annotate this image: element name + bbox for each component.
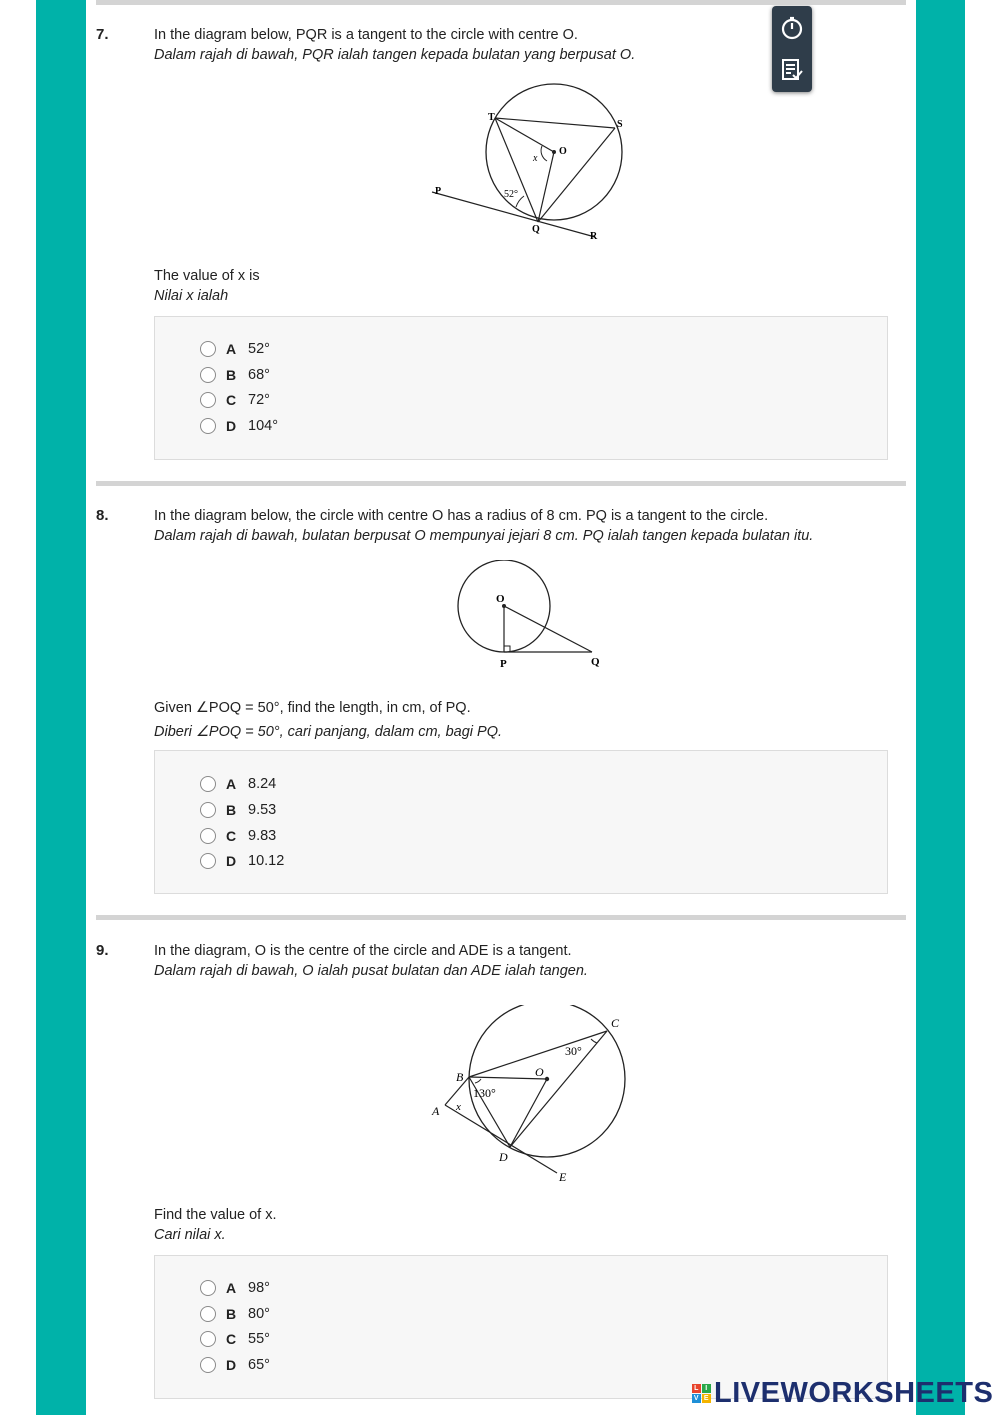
- option-d[interactable]: [200, 1354, 270, 1376]
- option-letter: A: [226, 1280, 237, 1296]
- option-letter: C: [226, 828, 237, 844]
- options-box: [154, 316, 888, 460]
- label-p: P: [500, 658, 507, 670]
- option-c[interactable]: [200, 389, 270, 411]
- option-b[interactable]: [200, 799, 276, 821]
- question-number: 9.: [96, 942, 109, 959]
- label-e: E: [559, 1170, 567, 1184]
- label-x: x: [456, 1101, 461, 1113]
- option-d[interactable]: [200, 415, 278, 437]
- badge-letter: E: [703, 1394, 710, 1402]
- options-box: [154, 750, 888, 894]
- badge-letter: I: [702, 1384, 711, 1393]
- radio-button[interactable]: [200, 392, 216, 408]
- question-text-en: In the diagram below, the circle with centre O has a radius of 8 cm. PQ is a tangent to the circle.: [154, 508, 769, 524]
- angle-c-label: 30°: [565, 1044, 582, 1058]
- radio-button[interactable]: [200, 828, 216, 844]
- option-value: 9.83: [248, 828, 277, 844]
- option-letter: D: [226, 1357, 237, 1373]
- timer-button[interactable]: [778, 14, 806, 42]
- question-text-en: In the diagram, O is the centre of the circle and ADE is a tangent.: [154, 943, 572, 959]
- logo-badge: [692, 1384, 711, 1403]
- option-a[interactable]: [200, 773, 276, 795]
- prompt-ms: Diberi ∠POQ = 50°, cari panjang, dalam cm, bagi PQ.: [154, 724, 503, 740]
- prompt-ms: Nilai x ialah: [154, 288, 229, 304]
- label-q: Q: [591, 656, 600, 668]
- option-letter: A: [226, 776, 237, 792]
- question-prompt: [154, 696, 502, 744]
- label-d: D: [499, 1150, 508, 1164]
- liveworksheets-logo[interactable]: [692, 1376, 993, 1410]
- option-value: 104°: [248, 418, 278, 434]
- submit-answers-button[interactable]: [778, 56, 806, 84]
- circle-tangent-diagram: [420, 80, 640, 245]
- option-b[interactable]: [200, 1303, 270, 1325]
- question-text: [154, 941, 588, 981]
- label-o: O: [535, 1065, 544, 1079]
- badge-letter: V: [693, 1394, 700, 1402]
- option-letter: B: [226, 802, 237, 818]
- option-letter: A: [226, 341, 237, 357]
- label-r: R: [590, 231, 598, 242]
- option-c[interactable]: [200, 825, 276, 847]
- label-s: S: [617, 119, 623, 130]
- question-text-en: In the diagram below, PQR is a tangent to the circle with centre O.: [154, 27, 578, 43]
- option-value: 52°: [248, 341, 270, 357]
- radio-button[interactable]: [200, 776, 216, 792]
- label-t: T: [488, 112, 495, 123]
- label-b: B: [456, 1070, 464, 1084]
- option-letter: D: [226, 418, 237, 434]
- checklist-icon: [779, 57, 805, 83]
- radio-button[interactable]: [200, 1331, 216, 1347]
- tangent-triangle-diagram: [425, 1005, 635, 1190]
- radio-button[interactable]: [200, 802, 216, 818]
- logo-text: LIVEWORKSHEETS: [714, 1376, 994, 1409]
- left-accent-band: [36, 0, 86, 1415]
- label-q: Q: [532, 224, 540, 235]
- option-value: 68°: [248, 367, 270, 383]
- badge-letter: L: [692, 1384, 701, 1393]
- radio-button[interactable]: [200, 367, 216, 383]
- prompt-en: The value of x is: [154, 268, 260, 284]
- right-accent-band: [916, 0, 965, 1415]
- option-b[interactable]: [200, 364, 270, 386]
- option-a[interactable]: [200, 1277, 270, 1299]
- question-divider: [96, 915, 906, 920]
- question-prompt: [154, 266, 260, 306]
- option-letter: D: [226, 853, 237, 869]
- prompt-en: Find the value of x.: [154, 1207, 277, 1223]
- question-text-ms: Dalam rajah di bawah, O ialah pusat bulatan dan ADE ialah tangen.: [154, 963, 588, 979]
- label-o: O: [559, 146, 567, 157]
- stopwatch-icon: [779, 15, 805, 41]
- question-text: [154, 506, 813, 546]
- option-value: 98°: [248, 1280, 270, 1296]
- option-value: 65°: [248, 1357, 270, 1373]
- radio-button[interactable]: [200, 1306, 216, 1322]
- floating-toolbar: [772, 6, 812, 92]
- option-letter: B: [226, 367, 237, 383]
- prompt-en: Given ∠POQ = 50°, find the length, in cm, of PQ.: [154, 700, 471, 716]
- angle-b-label: 130°: [473, 1086, 496, 1100]
- question-text-ms: Dalam rajah di bawah, bulatan berpusat O mempunyai jejari 8 cm. PQ ialah tangen kepada bulatan itu.: [154, 528, 814, 544]
- label-p: P: [435, 186, 442, 197]
- prompt-ms: Cari nilai x.: [154, 1227, 226, 1243]
- option-letter: C: [226, 392, 237, 408]
- radio-button[interactable]: [200, 341, 216, 357]
- option-value: 55°: [248, 1331, 270, 1347]
- option-letter: B: [226, 1306, 237, 1322]
- question-divider: [96, 0, 906, 5]
- radio-button[interactable]: [200, 1280, 216, 1296]
- option-value: 72°: [248, 392, 270, 408]
- question-text-ms: Dalam rajah di bawah, PQR ialah tangen kepada bulatan yang berpusat O.: [154, 47, 636, 63]
- circle-radius-diagram: [450, 560, 610, 675]
- label-x: x: [533, 153, 538, 164]
- option-c[interactable]: [200, 1328, 270, 1350]
- label-a: A: [432, 1104, 440, 1118]
- radio-button[interactable]: [200, 1357, 216, 1373]
- option-value: 80°: [248, 1306, 270, 1322]
- question-text: [154, 25, 635, 65]
- radio-button[interactable]: [200, 418, 216, 434]
- option-d[interactable]: [200, 850, 284, 872]
- option-value: 8.24: [248, 776, 277, 792]
- option-value: 10.12: [248, 853, 285, 869]
- angle-label: 52°: [504, 189, 518, 200]
- label-o: O: [496, 593, 505, 605]
- radio-button[interactable]: [200, 853, 216, 869]
- question-number: 7.: [96, 26, 109, 43]
- option-a[interactable]: [200, 338, 270, 360]
- label-c: C: [611, 1016, 620, 1030]
- option-value: 9.53: [248, 802, 277, 818]
- question-divider: [96, 481, 906, 486]
- question-prompt: [154, 1205, 277, 1245]
- question-number: 8.: [96, 507, 109, 524]
- option-letter: C: [226, 1331, 237, 1347]
